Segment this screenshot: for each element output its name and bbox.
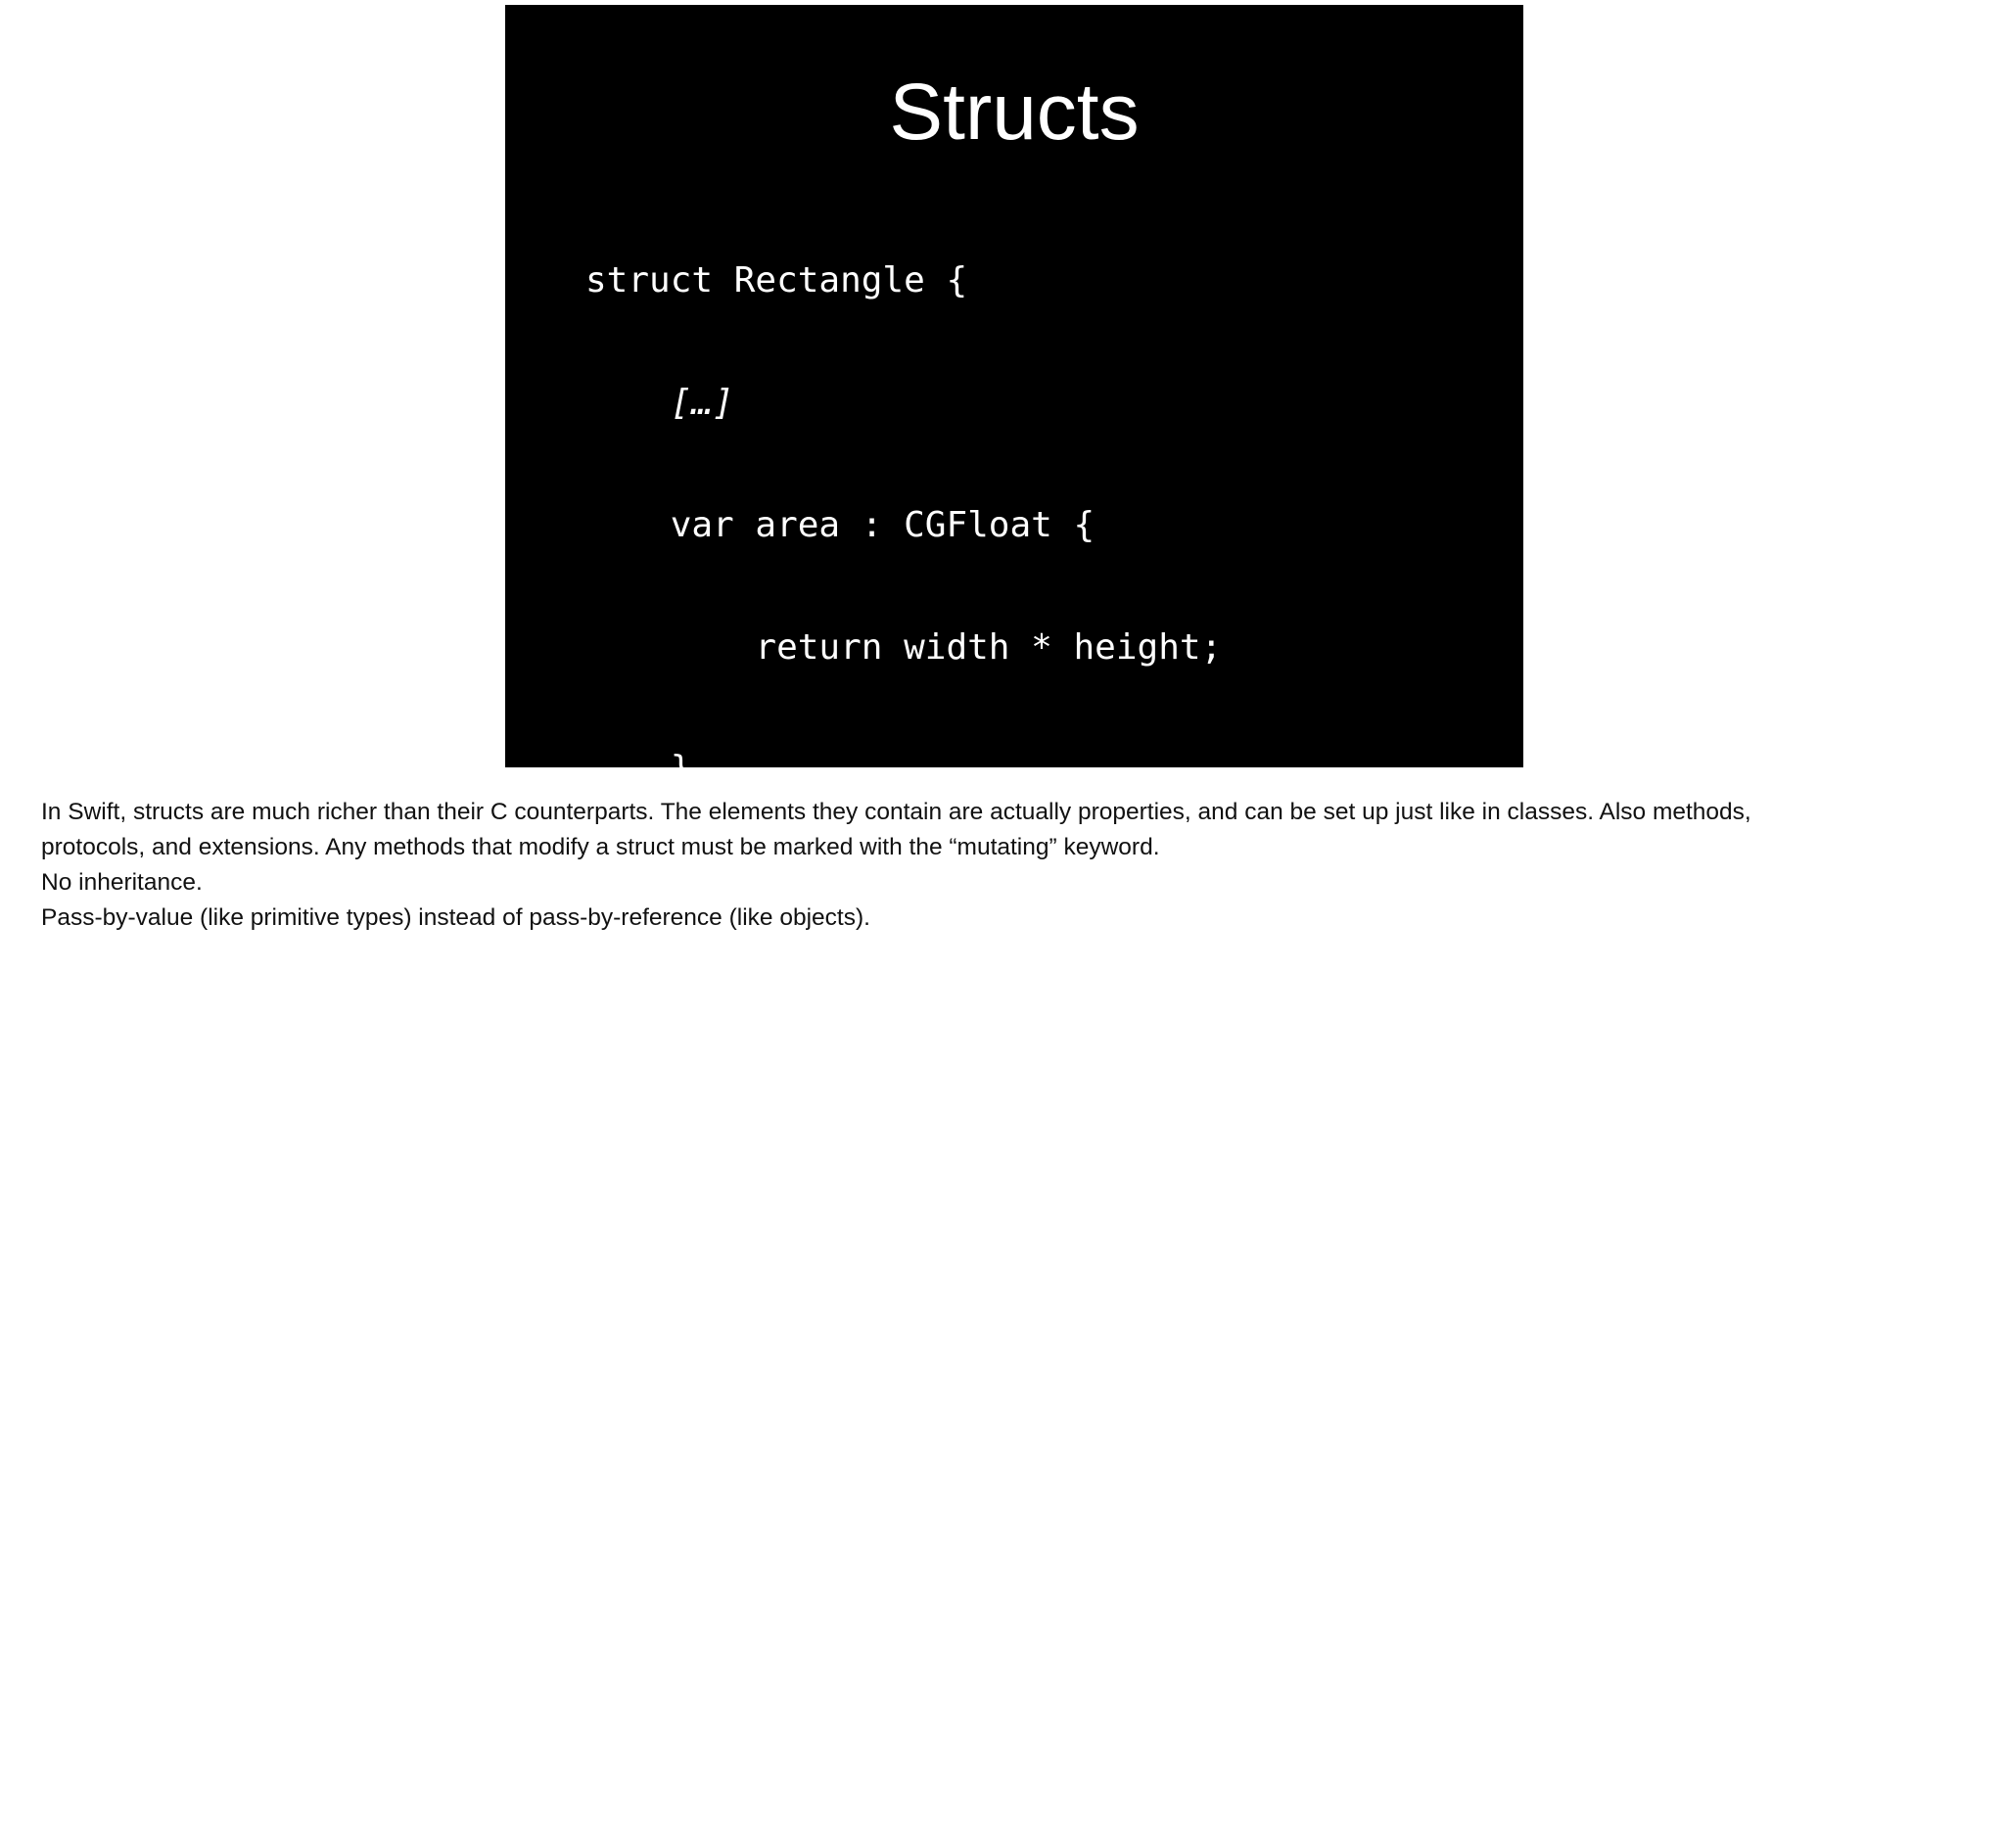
slide-title: Structs — [889, 68, 1140, 157]
code-line: y += dy — [585, 1237, 905, 1278]
code-line: var area : CGFloat { — [585, 504, 1096, 545]
note-line: In Swift, structs are much richer than their C counterparts. The elements they contain are actually properties, and can be set up just like in classes. Also methods, — [41, 799, 1751, 825]
note-line: No inheritance. — [41, 869, 203, 896]
note-line: protocols, and extensions. Any methods that modify a struct must be marked with the “mutating” keyword. — [41, 834, 1160, 860]
code-line: dy: CGFloat) { — [585, 993, 883, 1034]
code-line: } — [585, 1360, 692, 1401]
code-line: } — [585, 1482, 607, 1522]
code-line: mutating func shift(dx : CGFloat, — [585, 871, 1371, 912]
code-line: x += dx — [585, 1115, 905, 1156]
code-line: […] — [585, 382, 734, 423]
code-line: } — [585, 749, 692, 790]
code-block — [585, 179, 1371, 1848]
code-line — [585, 1604, 1371, 1645]
code-line: struct Rectangle { — [585, 260, 968, 301]
code-line: return width * height; — [585, 626, 1223, 668]
code-line: r.shift(40, 0) — [585, 1726, 883, 1767]
note-line: Pass-by-value (like primitive types) instead of pass-by-reference (like objects). — [41, 904, 870, 931]
presenter-notes — [41, 795, 1960, 936]
